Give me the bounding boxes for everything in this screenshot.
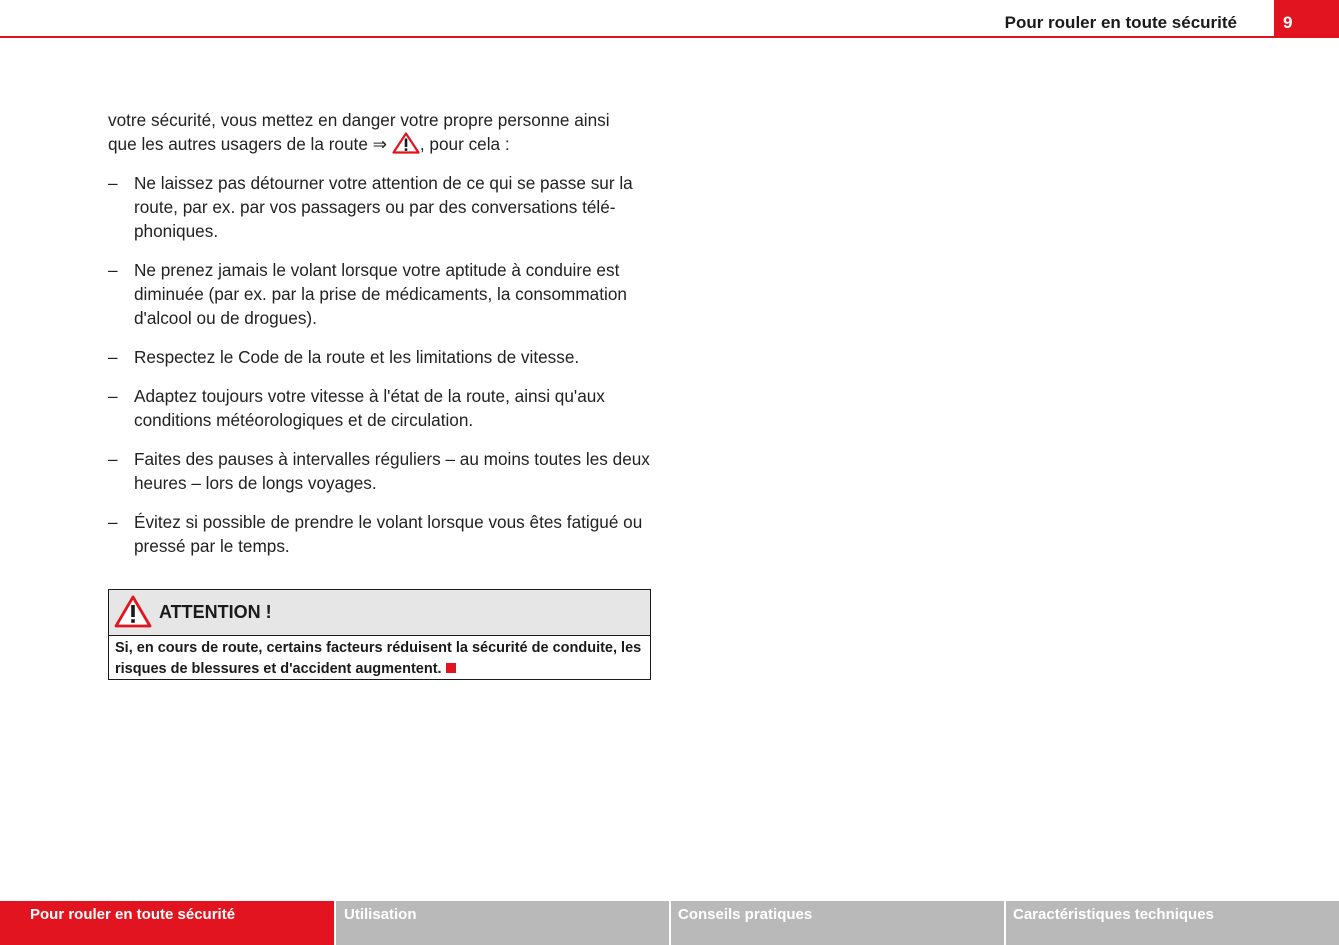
end-marker-icon — [446, 663, 456, 673]
main-content — [108, 108, 653, 573]
safety-list — [108, 171, 653, 558]
list-item — [108, 384, 653, 432]
list-dash: – — [108, 260, 118, 280]
footer-tab-label: Pour rouler en toute sécurité — [30, 906, 236, 923]
list-dash: – — [108, 449, 118, 469]
list-item-text: Faites des pauses à intervalles réguliers – au moins toutes les deux heures – lors de longs voyages. — [134, 449, 650, 493]
list-item-text: Ne prenez jamais le volant lorsque votre aptitude à conduire est diminuée (par ex. par la prise de médicaments, la consommation d'alcool ou de drogues). — [134, 260, 627, 328]
list-item — [108, 510, 653, 558]
footer-tab-label: Utilisation — [344, 906, 417, 923]
list-item — [108, 345, 653, 369]
list-item-text: Ne laissez pas détourner votre attention de ce qui se passe sur la route, par ex. par vos passagers ou par des conversations télé-phoniques. — [134, 173, 633, 241]
list-dash: – — [108, 512, 118, 532]
list-dash: – — [108, 347, 118, 367]
footer-nav — [0, 901, 1339, 945]
footer-tab-label: Caractéristiques techniques — [1013, 906, 1214, 923]
list-dash: – — [108, 386, 118, 406]
footer-tab-utilisation[interactable] — [336, 901, 669, 945]
list-item — [108, 258, 653, 330]
attention-box — [108, 589, 651, 680]
warning-triangle-icon[interactable] — [392, 132, 420, 154]
list-dash: – — [108, 173, 118, 193]
attention-header — [109, 590, 650, 636]
list-item-text: Adaptez toujours votre vitesse à l'état de la route, ainsi qu'aux conditions météorologiques et de circulation. — [134, 386, 605, 430]
intro-line-2-end: , pour cela : — [419, 134, 510, 154]
page-number: 9 — [1274, 0, 1339, 38]
list-item — [108, 447, 653, 495]
intro-line-2-start: que les autres usagers de la route ⇒ — [108, 134, 392, 154]
footer-tab-securite[interactable] — [0, 901, 334, 945]
section-title: Pour rouler en toute sécurité — [1004, 13, 1237, 32]
list-item — [108, 171, 653, 243]
intro-line-1: votre sécurité, vous mettez en danger votre propre personne ainsi — [108, 110, 610, 130]
attention-body — [109, 636, 650, 680]
footer-tab-conseils[interactable] — [671, 901, 1004, 945]
footer-tab-label: Conseils pratiques — [678, 906, 813, 923]
header-rule — [0, 36, 1339, 38]
intro-paragraph — [108, 108, 653, 156]
attention-text: Si, en cours de route, certains facteurs réduisent la sécurité de conduite, les risques de blessures et d'accident augmentent. — [115, 640, 642, 677]
list-item-text: Évitez si possible de prendre le volant lorsque vous êtes fatigué ou pressé par le temps. — [134, 512, 643, 556]
footer-tab-caracteristiques[interactable] — [1006, 901, 1339, 945]
attention-title: ATTENTION ! — [159, 602, 272, 622]
warning-triangle-icon — [114, 595, 152, 628]
list-item-text: Respectez le Code de la route et les limitations de vitesse. — [134, 347, 580, 367]
